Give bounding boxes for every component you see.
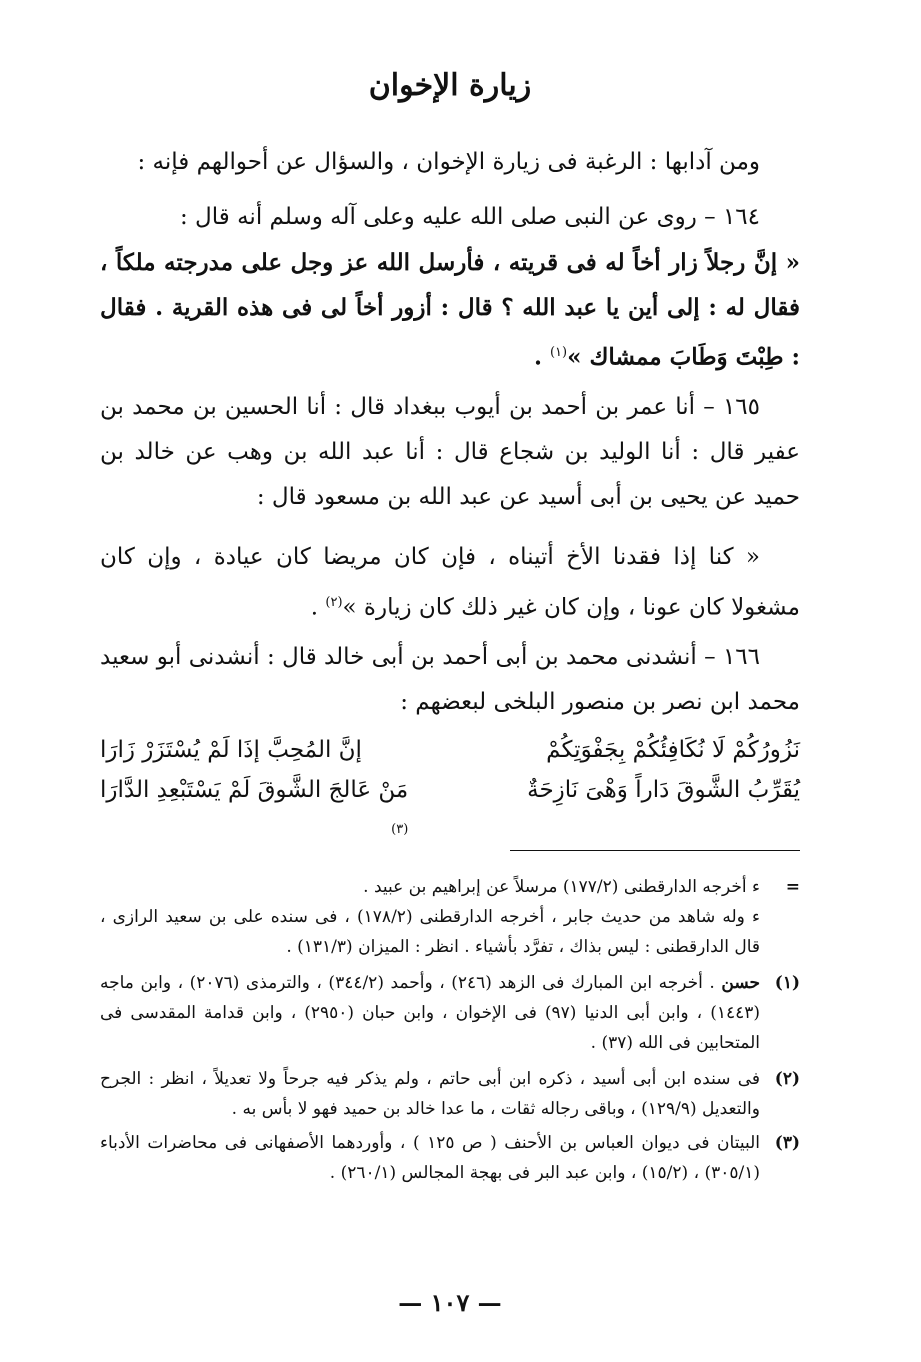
footnote-continuation bbox=[100, 872, 800, 962]
footnote-3-text: البيتان فى ديوان العباس بن الأحنف ( ص ١٢٥ ) ، وأوردهما الأصفهانى فى محاضرات الأدباء (٣٠٥/١) ، (١٥/٢) ، وابن عبد البر فى بهجة المجالس (٢٦٠/١) . bbox=[100, 1133, 761, 1183]
verse-2-first-hemistich: يُقَرِّبُ الشَّوقَ دَاراً وَهْىَ نَازِحَةٌ bbox=[527, 777, 800, 803]
verse-1-first-hemistich: نَزُورُكُمْ لَا نُكَافِئُكُمْ بِجَفْوَتِكُمْ bbox=[546, 737, 800, 763]
hadith-164-quote-text: « إنَّ رجلاً زار أخاً له فى قريته ، فأرسل الله عز وجل على مدرجته ملكاً ، فقال له : إلى أين يا عبد الله ؟ قال : أزور أخاً لى فى هذه القرية . فقال : طِبْتَ وَطَابَ ممشاك » bbox=[100, 249, 800, 371]
footnote-1-text bbox=[100, 968, 760, 1058]
poem-verse-2 bbox=[100, 770, 800, 855]
footnote-continuation-line-2: ء وله شاهد من حديث جابر ، أخرجه الدارقطنى (١٧٨/٢) ، فى سنده على بن سعيد الرازى ، قال الدارقطنى : ليس بذاك ، تفرَّد بأشياء . انظر : الميزان (١٣١/٣) . bbox=[100, 907, 760, 957]
verse-2-second-text: مَنْ عَالجَ الشَّوقَ لَمْ يَسْتَبْعِدِ الدَّارَا bbox=[100, 777, 409, 803]
footnote-continuation-line-1: ء أخرجه الدارقطنى (١٧٧/٢) مرسلاً عن إبراهيم بن عبيد . bbox=[363, 877, 760, 897]
sentence-end: . bbox=[310, 594, 326, 621]
book-page bbox=[100, 0, 800, 1362]
poem-verse-1 bbox=[100, 730, 800, 770]
intro-paragraph: ومن آدابها : الرغبة فى زيارة الإخوان ، والسؤال عن أحوالهم فإنه : bbox=[137, 149, 760, 175]
footnote-ref-3: (٣) bbox=[391, 822, 409, 837]
footnote-ref-2: (٢) bbox=[325, 595, 343, 610]
footnote-3-row bbox=[100, 1128, 800, 1188]
footnote-separator bbox=[510, 850, 800, 851]
verse-1-second-hemistich: إنَّ المُحِبَّ إذَا لَمْ يُسْتَزَرْ زَارَا bbox=[100, 737, 362, 763]
page-title: زيارة الإخوان bbox=[368, 68, 532, 103]
footnote-1-mark: (١) bbox=[774, 973, 800, 993]
hadith-164-lead: ١٦٤ – روى عن النبى صلى الله عليه وعلى آله وسلم أنه قال : bbox=[180, 204, 760, 230]
hadith-165-quote bbox=[100, 535, 800, 631]
footnote-3 bbox=[100, 1128, 800, 1188]
footnote-ref-1: (١) bbox=[549, 345, 568, 360]
footnote-continuation-row bbox=[100, 872, 800, 962]
hadith-165-quote-text: « كنا إذا فقدنا الأخ أتيناه ، فإن كان مريضا كان عيادة ، وإن كان مشغولا كان عونا ، وإن كان غير ذلك كان زيارة » bbox=[100, 544, 800, 621]
footnote-continuation-mark: = bbox=[785, 877, 800, 897]
footnote-2-mark: (٢) bbox=[774, 1069, 800, 1089]
verse-2-second-hemistich bbox=[100, 770, 408, 855]
sentence-end: . bbox=[533, 343, 550, 371]
footnote-1-body: . أخرجه ابن المبارك فى الزهد (٢٤٦) ، وأحمد (٣٤٤/٢) ، والترمذى (٢٠٧٦) ، وابن ماجه (١٤٤٣) ، وابن أبى الدنيا (٩٧) فى الإخوان ، وابن حبان (٢٩٥٠) ، وابن قدامة المقدسى فى المتحابين فى الله (٣٧) . bbox=[100, 973, 760, 1053]
footnote-1-grade: حسن bbox=[721, 973, 760, 993]
footnote-2-row bbox=[100, 1064, 800, 1124]
hadith-166-lead: ١٦٦ – أنشدنى محمد بن أبى أحمد بن أبى خالد قال : أنشدنى أبو سعيد محمد ابن نصر بن منصور البلخى لبعضهم : bbox=[100, 644, 800, 715]
footnote-continuation-text bbox=[100, 872, 760, 962]
footnote-1-row bbox=[100, 968, 800, 1058]
footnote-2-text: فى سنده ابن أبى أسيد ، ذكره ابن أبى حاتم ، ولم يذكر فيه جرحاً ولا تعديلاً ، انظر : الجرح والتعديل (١٢٩/٩) ، وباقى رجاله ثقات ، ما عدا خالد بن حميد فهو لا بأس به . bbox=[100, 1069, 760, 1119]
footnote-1 bbox=[100, 968, 800, 1058]
footnote-2 bbox=[100, 1064, 800, 1124]
hadith-164-quote bbox=[100, 240, 800, 380]
footnote-3-mark: (٣) bbox=[774, 1133, 800, 1153]
poem bbox=[100, 730, 800, 855]
hadith-165-lead: ١٦٥ – أنا عمر بن أحمد بن أيوب ببغداد قال : أنا الحسين بن محمد بن عفير قال : أنا الوليد بن شجاع قال : أنا عبد الله بن وهب عن خالد بن حميد عن يحيى بن أبى أسيد عن عبد الله بن مسعود قال : bbox=[100, 394, 800, 510]
page-number: — ١٠٧ — bbox=[398, 1288, 502, 1317]
